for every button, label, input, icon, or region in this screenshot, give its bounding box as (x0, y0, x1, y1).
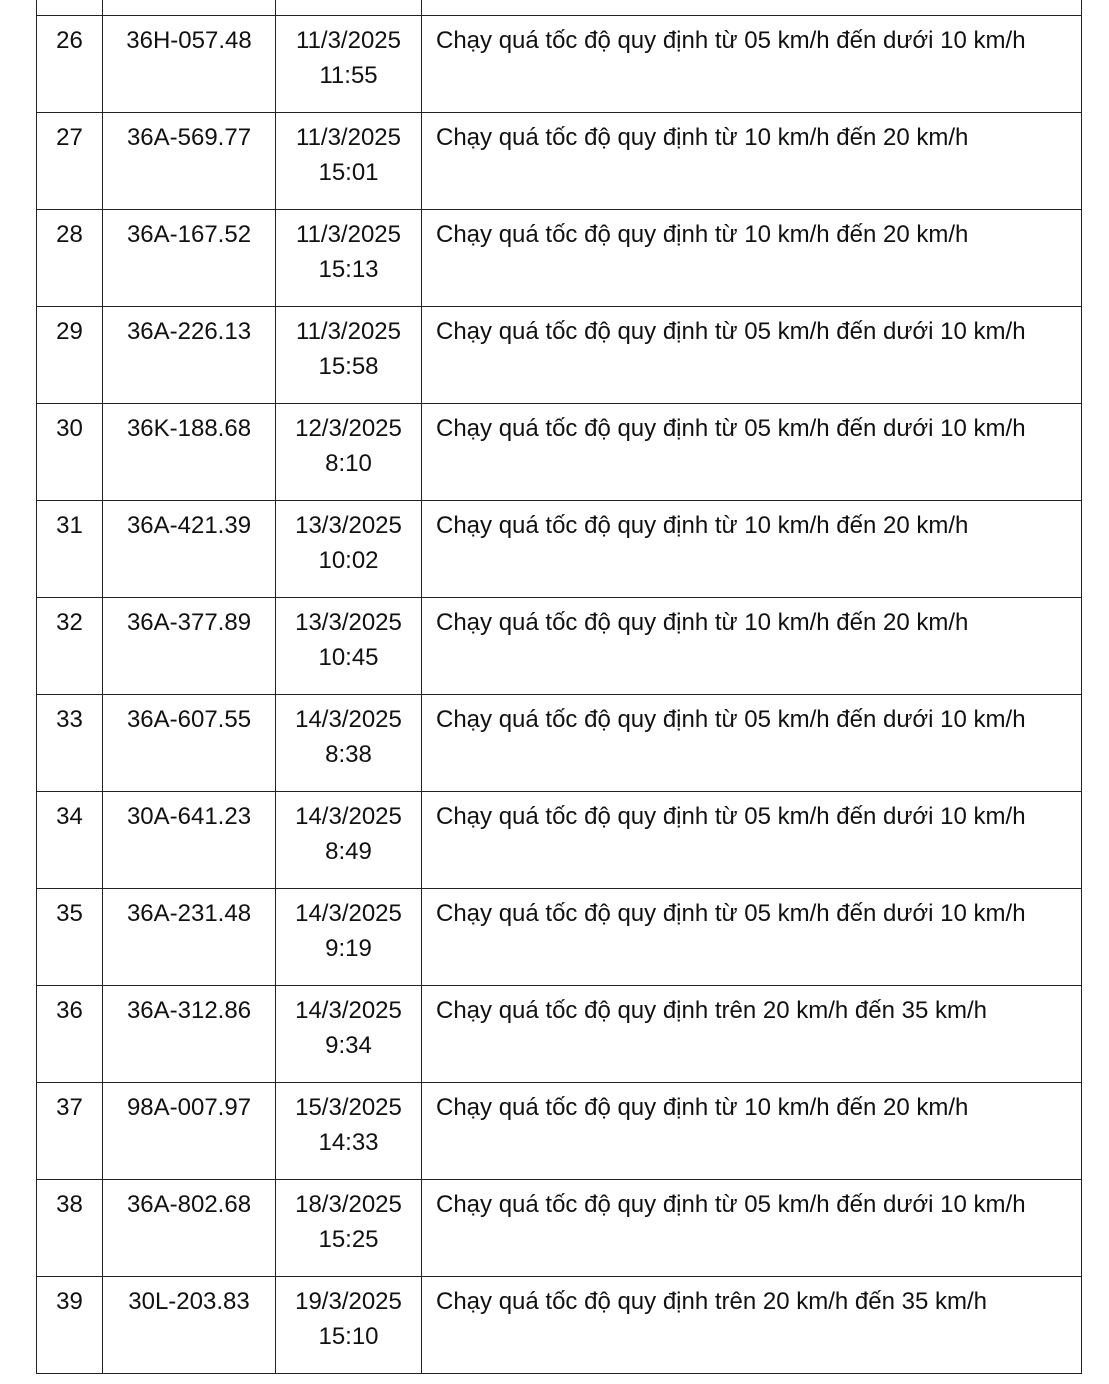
violation-date: 14/3/2025 (295, 900, 402, 927)
violation-description-cell (422, 889, 1082, 986)
violation-date: 14/3/2025 (295, 803, 402, 830)
violation-date: 11/3/2025 (296, 318, 401, 345)
table-row (37, 307, 1082, 404)
row-number-cell (37, 307, 103, 404)
violation-time-cell (276, 1180, 422, 1277)
violation-description-cell (422, 986, 1082, 1083)
violation-description: Chạy quá tốc độ quy định từ 05 km/h đến dưới 10 km/h (436, 27, 1026, 54)
violation-description: Chạy quá tốc độ quy định từ 10 km/h đến 20 km/h (436, 609, 969, 636)
violation-time-cell (276, 598, 422, 695)
row-number: 26 (56, 27, 83, 54)
violation-description-cell (422, 307, 1082, 404)
violation-date: 13/3/2025 (295, 609, 402, 636)
table-row (37, 1083, 1082, 1180)
violation-description-cell (422, 1277, 1082, 1374)
violation-date: 14/3/2025 (295, 706, 402, 733)
license-plate-cell (103, 1083, 276, 1180)
table-row (37, 986, 1082, 1083)
row-number-cell (37, 1180, 103, 1277)
violation-description-cell (422, 0, 1082, 16)
license-plate-cell (103, 307, 276, 404)
violation-description: Chạy quá tốc độ quy định từ 05 km/h đến dưới 10 km/h (436, 415, 1026, 442)
row-number: 27 (56, 124, 83, 151)
row-number-cell (37, 598, 103, 695)
violation-clock-time: 10:02 (318, 547, 379, 574)
row-number-cell (37, 986, 103, 1083)
violation-description-cell (422, 113, 1082, 210)
license-plate: 36A-167.52 (126, 221, 252, 248)
license-plate-cell (103, 1277, 276, 1374)
table-row (37, 404, 1082, 501)
table-row (37, 501, 1082, 598)
violation-description-cell (422, 1083, 1082, 1180)
violation-time-cell (276, 695, 422, 792)
table-row (37, 695, 1082, 792)
row-number-cell (37, 210, 103, 307)
violation-description-cell (422, 792, 1082, 889)
violation-clock-time: 15:01 (318, 159, 379, 186)
violation-description: Chạy quá tốc độ quy định từ 10 km/h đến 20 km/h (436, 512, 969, 539)
table-row (37, 598, 1082, 695)
violation-description: Chạy quá tốc độ quy định từ 05 km/h đến dưới 10 km/h (436, 1191, 1026, 1218)
violation-table (36, 0, 1082, 1374)
license-plate: 30A-641.23 (126, 803, 252, 830)
row-number: 28 (56, 221, 83, 248)
row-number-cell (37, 404, 103, 501)
violation-clock-time: 9:19 (325, 935, 372, 962)
table-row (37, 1180, 1082, 1277)
license-plate-cell (103, 404, 276, 501)
violation-description: Chạy quá tốc độ quy định từ 10 km/h đến 20 km/h (436, 124, 969, 151)
violation-time-cell (276, 16, 422, 113)
violation-date: 11/3/2025 (296, 27, 401, 54)
violation-clock-time: 15:13 (318, 256, 379, 283)
violation-date: 18/3/2025 (295, 1191, 402, 1218)
row-number: 34 (56, 803, 83, 830)
license-plate: 98A-007.97 (126, 1094, 252, 1121)
violation-time-cell (276, 792, 422, 889)
violation-clock-time: 10:45 (318, 644, 379, 671)
row-number: 39 (56, 1288, 83, 1315)
violation-date: 11/3/2025 (296, 124, 401, 151)
row-number-cell (37, 501, 103, 598)
row-number: 38 (56, 1191, 83, 1218)
violation-description-cell (422, 404, 1082, 501)
violation-time-cell (276, 404, 422, 501)
violation-date: 12/3/2025 (295, 415, 402, 442)
row-number-cell (37, 0, 103, 16)
license-plate-cell (103, 113, 276, 210)
violation-time-cell (276, 889, 422, 986)
row-number-cell (37, 1277, 103, 1374)
violation-description: Chạy quá tốc độ quy định trên 20 km/h đến 35 km/h (436, 1288, 988, 1315)
row-number: 29 (56, 318, 83, 345)
violation-description: Chạy quá tốc độ quy định từ 10 km/h đến 20 km/h (436, 221, 969, 248)
license-plate-cell (103, 210, 276, 307)
license-plate: 36A-569.77 (126, 124, 252, 151)
table-row (37, 0, 1082, 16)
violation-description: Chạy quá tốc độ quy định từ 05 km/h đến dưới 10 km/h (436, 318, 1026, 345)
table-row (37, 792, 1082, 889)
row-number-cell (37, 889, 103, 986)
violation-date: 14/3/2025 (295, 997, 402, 1024)
license-plate-cell (103, 695, 276, 792)
license-plate: 36A-421.39 (126, 512, 252, 539)
violation-description: Chạy quá tốc độ quy định từ 05 km/h đến dưới 10 km/h (436, 803, 1026, 830)
violation-description-cell (422, 1180, 1082, 1277)
violation-clock-time: 15:10 (318, 1323, 379, 1350)
violation-description-cell (422, 501, 1082, 598)
row-number-cell (37, 113, 103, 210)
license-plate: 36A-802.68 (126, 1191, 252, 1218)
table-row (37, 889, 1082, 986)
violation-time-cell (276, 1277, 422, 1374)
license-plate: 36A-231.48 (126, 900, 252, 927)
violation-clock-time: 15:25 (318, 1226, 379, 1253)
violation-description: Chạy quá tốc độ quy định trên 20 km/h đến 35 km/h (436, 997, 988, 1024)
row-number: 37 (56, 1094, 83, 1121)
violation-time-cell (276, 1083, 422, 1180)
violation-clock-time: 8:10 (325, 450, 372, 477)
violation-clock-time: 8:38 (325, 741, 372, 768)
violation-clock-time: 15:58 (318, 353, 379, 380)
violation-description: Chạy quá tốc độ quy định từ 10 km/h đến 20 km/h (436, 1094, 969, 1121)
license-plate-cell (103, 16, 276, 113)
row-number: 32 (56, 609, 83, 636)
license-plate-cell (103, 889, 276, 986)
table-row (37, 1277, 1082, 1374)
violation-description-cell (422, 598, 1082, 695)
license-plate-cell (103, 986, 276, 1083)
license-plate: 36A-377.89 (126, 609, 252, 636)
table-row (37, 113, 1082, 210)
row-number: 35 (56, 900, 83, 927)
license-plate: 36A-226.13 (126, 318, 252, 345)
row-number-cell (37, 16, 103, 113)
row-number-cell (37, 792, 103, 889)
violation-time-cell (276, 307, 422, 404)
table-row (37, 16, 1082, 113)
license-plate-cell (103, 501, 276, 598)
row-number: 30 (56, 415, 83, 442)
license-plate: 36H-057.48 (126, 27, 252, 54)
row-number: 36 (56, 997, 83, 1024)
violation-clock-time: 14:33 (318, 1129, 379, 1156)
violation-description-cell (422, 210, 1082, 307)
violation-description-cell (422, 16, 1082, 113)
violation-time-cell (276, 210, 422, 307)
violation-table-container (36, 0, 1081, 1374)
violation-time-cell (276, 501, 422, 598)
violation-description: Chạy quá tốc độ quy định từ 05 km/h đến dưới 10 km/h (436, 900, 1026, 927)
violation-date: 19/3/2025 (295, 1288, 402, 1315)
license-plate: 30L-203.83 (128, 1288, 250, 1315)
violation-description-cell (422, 695, 1082, 792)
license-plate: 36A-607.55 (126, 706, 252, 733)
violation-time-cell (276, 986, 422, 1083)
license-plate: 36A-312.86 (126, 997, 252, 1024)
violation-table-body (37, 0, 1082, 1374)
table-row (37, 210, 1082, 307)
violation-clock-time: 9:34 (325, 1032, 372, 1059)
violation-clock-time: 11:55 (319, 62, 378, 89)
violation-description: Chạy quá tốc độ quy định từ 05 km/h đến dưới 10 km/h (436, 706, 1026, 733)
row-number-cell (37, 695, 103, 792)
license-plate-cell (103, 792, 276, 889)
license-plate: 36K-188.68 (126, 415, 252, 442)
license-plate-cell (103, 598, 276, 695)
violation-date: 11/3/2025 (296, 221, 401, 248)
row-number: 31 (56, 512, 83, 539)
violation-time-cell (276, 113, 422, 210)
violation-date: 15/3/2025 (295, 1094, 402, 1121)
license-plate-cell (103, 1180, 276, 1277)
row-number: 33 (56, 706, 83, 733)
violation-date: 13/3/2025 (295, 512, 402, 539)
row-number-cell (37, 1083, 103, 1180)
violation-time-cell (276, 0, 422, 16)
violation-clock-time: 8:49 (325, 838, 372, 865)
license-plate-cell (103, 0, 276, 16)
